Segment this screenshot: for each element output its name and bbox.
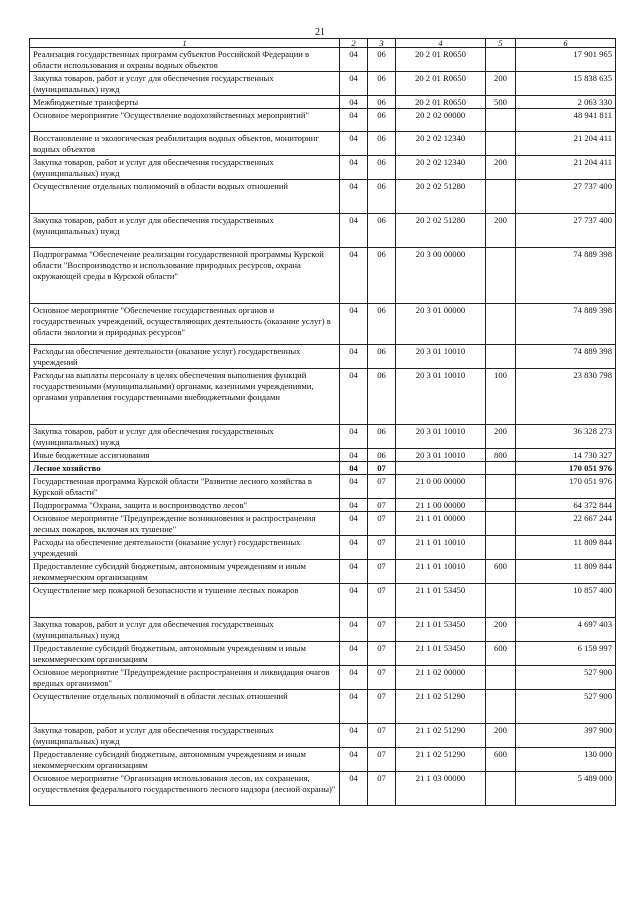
row-target-code: 20 3 00 00000: [396, 248, 486, 304]
row-subsection: 07: [368, 512, 396, 536]
row-subsection: 07: [368, 462, 396, 475]
row-expense-type: 600: [486, 642, 516, 666]
row-amount: 14 730 327: [516, 449, 616, 462]
row-name: Осуществление отдельных полномочий в области лесных отношений: [30, 690, 340, 724]
row-section: 04: [340, 304, 368, 345]
table-row: [30, 724, 616, 748]
row-expense-type: 200: [486, 214, 516, 248]
column-number-header: [30, 39, 616, 48]
row-section: 04: [340, 345, 368, 369]
row-section: 04: [340, 425, 368, 449]
row-target-code: 20 2 02 51280: [396, 214, 486, 248]
row-amount: 527 900: [516, 666, 616, 690]
row-target-code: 20 3 01 00000: [396, 304, 486, 345]
row-subsection: 07: [368, 475, 396, 499]
row-name: Реализация государственных программ субъектов Российской Федерации в области использования и охраны водных объектов: [30, 48, 340, 72]
row-amount: 23 830 798: [516, 369, 616, 425]
row-expense-type: [486, 536, 516, 560]
row-target-code: 21 1 01 10010: [396, 560, 486, 584]
row-target-code: 20 2 02 00000: [396, 109, 486, 132]
table-row: [30, 96, 616, 109]
row-expense-type: [486, 690, 516, 724]
row-expense-type: 600: [486, 560, 516, 584]
row-expense-type: [486, 48, 516, 72]
row-expense-type: 800: [486, 449, 516, 462]
row-amount: 22 667 244: [516, 512, 616, 536]
row-section: 04: [340, 642, 368, 666]
row-name: Предоставление субсидий бюджетным, автономным учреждениям и иным некоммерческим организациям: [30, 560, 340, 584]
table-row: [30, 180, 616, 214]
row-name: Государственная программа Курской области "Развитие лесного хозяйства в Курской области": [30, 475, 340, 499]
row-amount: 11 809 844: [516, 536, 616, 560]
table-row: [30, 499, 616, 512]
row-amount: 21 204 411: [516, 132, 616, 156]
row-subsection: 07: [368, 584, 396, 618]
row-expense-type: 200: [486, 724, 516, 748]
row-subsection: 06: [368, 132, 396, 156]
row-name: Осуществление мер пожарной безопасности и тушение лесных пожаров: [30, 584, 340, 618]
row-name: Расходы на обеспечение деятельности (оказание услуг) государственных учреждений: [30, 345, 340, 369]
table-row: [30, 584, 616, 618]
row-amount: 17 901 965: [516, 48, 616, 72]
row-expense-type: [486, 304, 516, 345]
row-section: 04: [340, 475, 368, 499]
table-row: [30, 449, 616, 462]
row-name: Закупка товаров, работ и услуг для обеспечения государственных (муниципальных) нужд: [30, 156, 340, 180]
table-row: [30, 772, 616, 806]
row-subsection: 06: [368, 96, 396, 109]
row-name: Подпрограмма "Охрана, защита и воспроизводство лесов": [30, 499, 340, 512]
table-row: [30, 304, 616, 345]
row-section: 04: [340, 512, 368, 536]
table-row: [30, 214, 616, 248]
row-amount: 10 857 400: [516, 584, 616, 618]
col-header-1: 1: [30, 39, 340, 48]
row-amount: 74 889 398: [516, 345, 616, 369]
row-name: Восстановление и экологическая реабилитация водных объектов, мониторинг водных объектов: [30, 132, 340, 156]
row-target-code: 21 1 03 00000: [396, 772, 486, 806]
row-amount: 2 063 330: [516, 96, 616, 109]
row-section: 04: [340, 748, 368, 772]
row-expense-type: 600: [486, 748, 516, 772]
row-section: 04: [340, 584, 368, 618]
row-amount: 11 809 844: [516, 560, 616, 584]
row-subsection: 06: [368, 72, 396, 96]
table-row: [30, 109, 616, 132]
row-expense-type: 200: [486, 618, 516, 642]
row-name: Расходы на выплаты персоналу в целях обеспечения выполнения функций государственными (муниципальными) органами, казенными учреждениями, органами управления государственными внебюджетными фондами: [30, 369, 340, 425]
row-target-code: 21 1 02 51290: [396, 748, 486, 772]
row-subsection: 06: [368, 248, 396, 304]
row-subsection: 06: [368, 109, 396, 132]
row-subsection: 06: [368, 304, 396, 345]
table-row: [30, 618, 616, 642]
row-section: 04: [340, 724, 368, 748]
row-amount: 74 889 398: [516, 248, 616, 304]
row-subsection: 07: [368, 642, 396, 666]
row-subsection: 07: [368, 536, 396, 560]
row-subsection: 07: [368, 690, 396, 724]
table-row: [30, 690, 616, 724]
row-section: 04: [340, 618, 368, 642]
row-target-code: 21 1 02 51290: [396, 724, 486, 748]
row-section: 04: [340, 499, 368, 512]
row-expense-type: [486, 109, 516, 132]
row-expense-type: [486, 584, 516, 618]
row-name: Предоставление субсидий бюджетным, автономным учреждениям и иным некоммерческим организациям: [30, 642, 340, 666]
table-row: [30, 475, 616, 499]
row-expense-type: 200: [486, 72, 516, 96]
row-subsection: 06: [368, 156, 396, 180]
row-section: 04: [340, 536, 368, 560]
table-row: [30, 642, 616, 666]
row-name: Закупка товаров, работ и услуг для обеспечения государственных (муниципальных) нужд: [30, 72, 340, 96]
budget-table: [29, 38, 616, 806]
col-header-6: 6: [516, 39, 616, 48]
row-target-code: [396, 462, 486, 475]
row-target-code: 20 2 01 R0650: [396, 72, 486, 96]
table-row: [30, 748, 616, 772]
row-expense-type: [486, 666, 516, 690]
col-header-4: 4: [396, 39, 486, 48]
row-section: 04: [340, 132, 368, 156]
page-number: 21: [315, 27, 325, 38]
row-target-code: 21 1 01 10010: [396, 536, 486, 560]
row-name: Закупка товаров, работ и услуг для обеспечения государственных (муниципальных) нужд: [30, 425, 340, 449]
row-name: Закупка товаров, работ и услуг для обеспечения государственных (муниципальных) нужд: [30, 618, 340, 642]
table-row: [30, 536, 616, 560]
row-amount: 21 204 411: [516, 156, 616, 180]
row-name: Основное мероприятие "Обеспечение государственных органов и государственных учреждений, осуществляющих деятельность (оказание услуг) в области экологии и природных ресурсов": [30, 304, 340, 345]
row-name: Межбюджетные трансферты: [30, 96, 340, 109]
row-amount: 130 000: [516, 748, 616, 772]
row-expense-type: 500: [486, 96, 516, 109]
row-section: 04: [340, 96, 368, 109]
row-target-code: 20 3 01 10010: [396, 345, 486, 369]
row-target-code: 21 1 01 00000: [396, 512, 486, 536]
row-subsection: 06: [368, 180, 396, 214]
row-amount: 15 838 635: [516, 72, 616, 96]
row-expense-type: [486, 512, 516, 536]
row-subsection: 07: [368, 666, 396, 690]
row-name: Лесное хозяйство: [30, 462, 340, 475]
row-target-code: 20 2 02 51280: [396, 180, 486, 214]
row-target-code: 20 2 02 12340: [396, 132, 486, 156]
row-name: Подпрограмма "Обеспечение реализации государственной программы Курской области "Воспроизводство и использование природных ресурсов, охрана окружающей среды в Курской области": [30, 248, 340, 304]
row-target-code: 20 3 01 10010: [396, 369, 486, 425]
row-section: 04: [340, 214, 368, 248]
row-section: 04: [340, 109, 368, 132]
row-amount: 397 900: [516, 724, 616, 748]
row-subsection: 06: [368, 449, 396, 462]
row-section: 04: [340, 48, 368, 72]
row-expense-type: 100: [486, 369, 516, 425]
row-section: 04: [340, 248, 368, 304]
row-name: Закупка товаров, работ и услуг для обеспечения государственных (муниципальных) нужд: [30, 214, 340, 248]
table-row: [30, 48, 616, 72]
row-expense-type: [486, 462, 516, 475]
row-name: Иные бюджетные ассигнования: [30, 449, 340, 462]
table-row: [30, 425, 616, 449]
row-name: Основное мероприятие "Предупреждение распространения и ликвидация очагов вредных организмов": [30, 666, 340, 690]
row-expense-type: [486, 248, 516, 304]
row-target-code: 21 0 00 00000: [396, 475, 486, 499]
row-amount: 170 051 976: [516, 462, 616, 475]
col-header-3: 3: [368, 39, 396, 48]
row-amount: 5 489 000: [516, 772, 616, 806]
row-section: 04: [340, 72, 368, 96]
table-row: [30, 666, 616, 690]
table-row: [30, 512, 616, 536]
row-name: Закупка товаров, работ и услуг для обеспечения государственных (муниципальных) нужд: [30, 724, 340, 748]
table-row: [30, 560, 616, 584]
row-target-code: 21 1 00 00000: [396, 499, 486, 512]
row-subsection: 06: [368, 214, 396, 248]
row-target-code: 21 1 02 00000: [396, 666, 486, 690]
row-subsection: 07: [368, 499, 396, 512]
row-target-code: 20 2 02 12340: [396, 156, 486, 180]
row-section: 04: [340, 462, 368, 475]
row-amount: 27 737 400: [516, 214, 616, 248]
row-subsection: 07: [368, 724, 396, 748]
row-section: 04: [340, 690, 368, 724]
row-target-code: 21 1 01 53450: [396, 584, 486, 618]
col-header-5: 5: [486, 39, 516, 48]
row-amount: 36 328 273: [516, 425, 616, 449]
row-subsection: 07: [368, 560, 396, 584]
table-row: [30, 369, 616, 425]
row-subsection: 07: [368, 618, 396, 642]
row-expense-type: 200: [486, 425, 516, 449]
row-subsection: 06: [368, 48, 396, 72]
row-expense-type: [486, 345, 516, 369]
table-row: [30, 248, 616, 304]
row-amount: 4 697 403: [516, 618, 616, 642]
row-target-code: 20 3 01 10010: [396, 449, 486, 462]
row-name: Расходы на обеспечение деятельности (оказание услуг) государственных учреждений: [30, 536, 340, 560]
table-row: [30, 462, 616, 475]
row-target-code: 20 2 01 R0650: [396, 96, 486, 109]
row-name: Основное мероприятие "Осуществление водохозяйственных мероприятий": [30, 109, 340, 132]
row-target-code: 21 1 01 53450: [396, 642, 486, 666]
table-row: [30, 345, 616, 369]
row-section: 04: [340, 449, 368, 462]
row-expense-type: [486, 180, 516, 214]
row-expense-type: [486, 772, 516, 806]
row-section: 04: [340, 560, 368, 584]
row-section: 04: [340, 156, 368, 180]
table-row: [30, 132, 616, 156]
row-expense-type: 200: [486, 156, 516, 180]
table-row: [30, 72, 616, 96]
row-subsection: 07: [368, 772, 396, 806]
row-target-code: 20 3 01 10010: [396, 425, 486, 449]
row-amount: 64 372 844: [516, 499, 616, 512]
row-amount: 527 900: [516, 690, 616, 724]
row-section: 04: [340, 666, 368, 690]
row-expense-type: [486, 499, 516, 512]
row-expense-type: [486, 132, 516, 156]
row-amount: 170 051 976: [516, 475, 616, 499]
row-name: Основное мероприятие "Предупреждение возникновения и распространения лесных пожаров, включая их тушение": [30, 512, 340, 536]
row-name: Осуществление отдельных полномочий в области водных отношений: [30, 180, 340, 214]
row-amount: 6 159 997: [516, 642, 616, 666]
row-expense-type: [486, 475, 516, 499]
row-target-code: 21 1 01 53450: [396, 618, 486, 642]
row-name: Предоставление субсидий бюджетным, автономным учреждениям и иным некоммерческим организациям: [30, 748, 340, 772]
row-target-code: 21 1 02 51290: [396, 690, 486, 724]
row-subsection: 07: [368, 748, 396, 772]
row-section: 04: [340, 180, 368, 214]
row-amount: 48 941 811: [516, 109, 616, 132]
col-header-2: 2: [340, 39, 368, 48]
table-row: [30, 156, 616, 180]
row-subsection: 06: [368, 369, 396, 425]
row-section: 04: [340, 369, 368, 425]
row-section: 04: [340, 772, 368, 806]
row-name: Основное мероприятие "Организация использования лесов, их сохранения, осуществления федерального государственного лесного надзора (лесной охраны)": [30, 772, 340, 806]
row-amount: 27 737 400: [516, 180, 616, 214]
row-target-code: 20 2 01 R0650: [396, 48, 486, 72]
row-subsection: 06: [368, 425, 396, 449]
row-amount: 74 889 398: [516, 304, 616, 345]
row-subsection: 06: [368, 345, 396, 369]
